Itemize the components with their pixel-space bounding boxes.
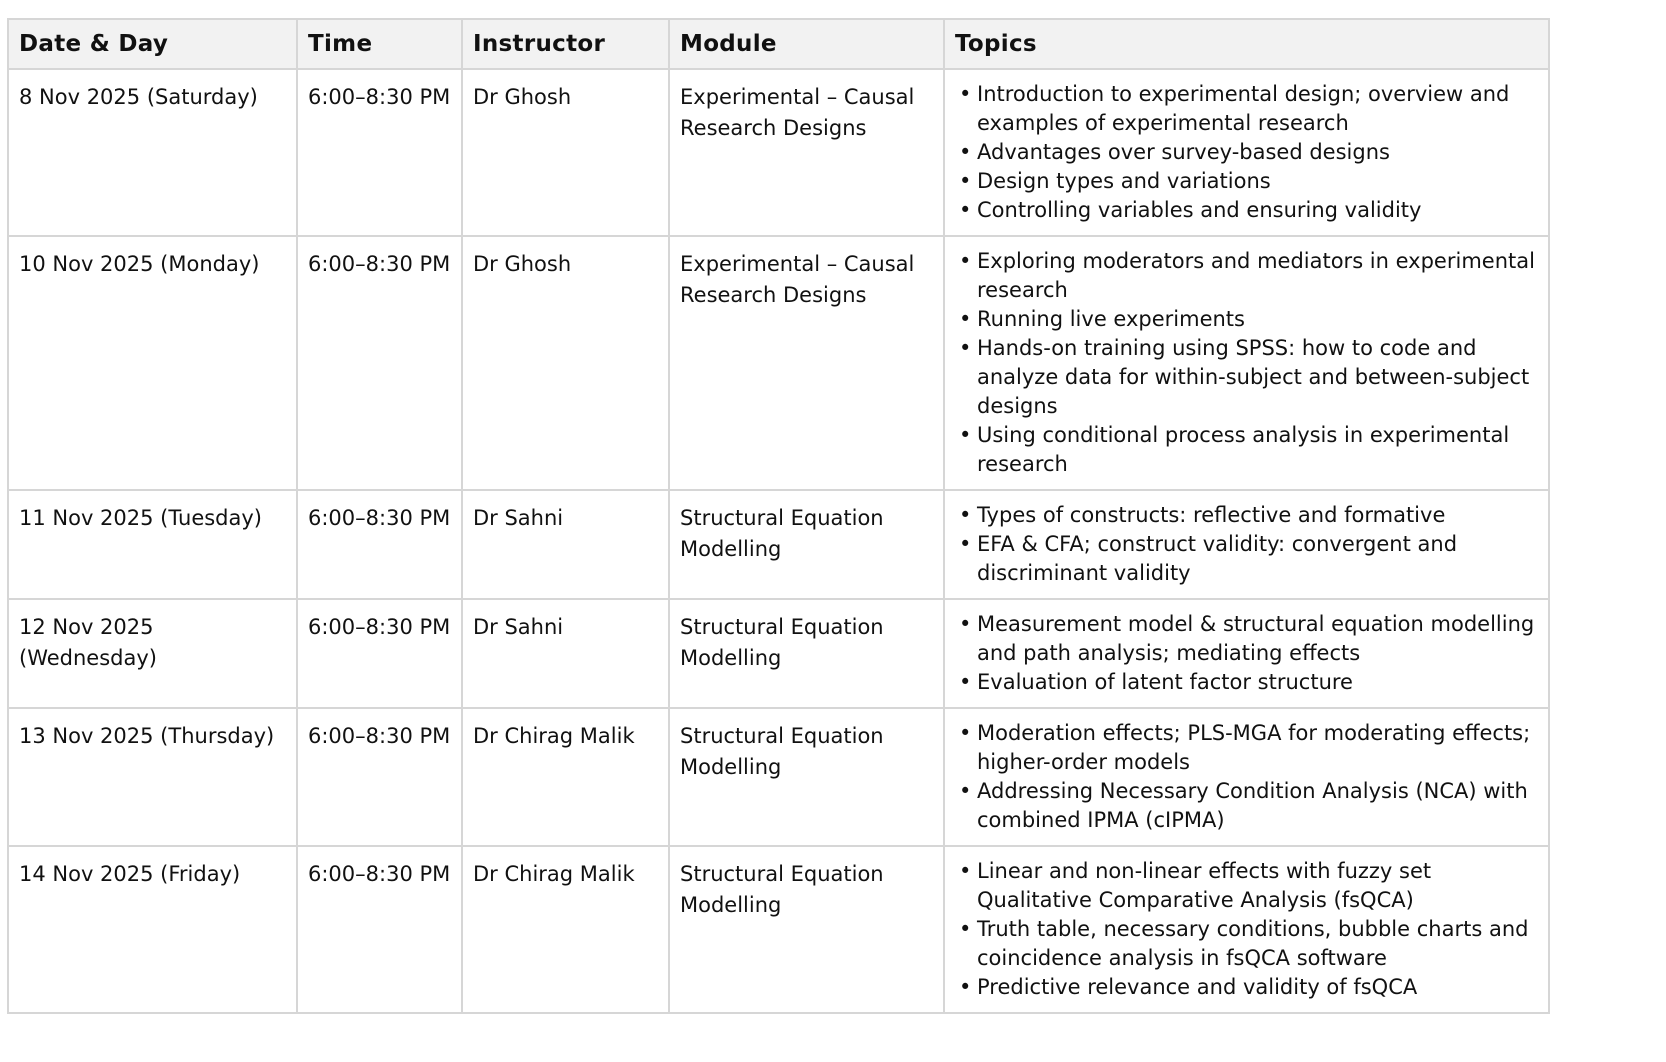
cell-topics xyxy=(944,846,1549,1013)
cell-instructor: Dr Ghosh xyxy=(462,236,669,490)
topic-item: • Introduction to experimental design; overview and examples of experimental research xyxy=(957,80,1548,138)
cell-date: 12 Nov 2025 (Wednesday) xyxy=(8,599,297,708)
cell-topics xyxy=(944,236,1549,490)
header-module: Module xyxy=(669,19,944,69)
cell-topics xyxy=(944,708,1549,846)
topic-item: • Using conditional process analysis in experimental research xyxy=(957,421,1548,479)
topics-list xyxy=(957,719,1548,835)
topic-item: • Hands-on training using SPSS: how to code and analyze data for within-subject and between-subject designs xyxy=(957,334,1548,421)
topic-item: • Design types and variations xyxy=(957,167,1548,196)
topic-item: • Running live experiments xyxy=(957,305,1548,334)
header-time: Time xyxy=(297,19,462,69)
cell-date: 14 Nov 2025 (Friday) xyxy=(8,846,297,1013)
topic-item: • Predictive relevance and validity of fsQCA xyxy=(957,973,1548,1002)
topic-item: • Types of constructs: reflective and formative xyxy=(957,501,1548,530)
cell-date: 13 Nov 2025 (Thursday) xyxy=(8,708,297,846)
table-row xyxy=(8,708,1549,846)
cell-time: 6:00–8:30 PM xyxy=(297,599,462,708)
topic-item: • Addressing Necessary Condition Analysis (NCA) with combined IPMA (cIPMA) xyxy=(957,777,1548,835)
table-row xyxy=(8,490,1549,599)
topics-list xyxy=(957,247,1548,479)
cell-instructor: Dr Ghosh xyxy=(462,69,669,236)
cell-instructor: Dr Chirag Malik xyxy=(462,708,669,846)
cell-module: Structural Equation Modelling xyxy=(669,708,944,846)
cell-date: 8 Nov 2025 (Saturday) xyxy=(8,69,297,236)
topic-item: • Evaluation of latent factor structure xyxy=(957,668,1548,697)
schedule-table xyxy=(7,18,1550,1014)
header-instructor: Instructor xyxy=(462,19,669,69)
topic-item: • Truth table, necessary conditions, bubble charts and coincidence analysis in fsQCA software xyxy=(957,915,1548,973)
cell-module: Experimental – Causal Research Designs xyxy=(669,69,944,236)
cell-topics xyxy=(944,490,1549,599)
cell-topics xyxy=(944,599,1549,708)
header-date: Date & Day xyxy=(8,19,297,69)
header-topics: Topics xyxy=(944,19,1549,69)
table-row xyxy=(8,236,1549,490)
topic-item: • Advantages over survey-based designs xyxy=(957,138,1548,167)
header-row xyxy=(8,19,1549,69)
cell-module: Structural Equation Modelling xyxy=(669,599,944,708)
cell-instructor: Dr Sahni xyxy=(462,599,669,708)
topic-item: • EFA & CFA; construct validity: convergent and discriminant validity xyxy=(957,530,1548,588)
cell-instructor: Dr Chirag Malik xyxy=(462,846,669,1013)
cell-instructor: Dr Sahni xyxy=(462,490,669,599)
cell-module: Structural Equation Modelling xyxy=(669,846,944,1013)
topic-item: • Controlling variables and ensuring validity xyxy=(957,196,1548,225)
table-row xyxy=(8,69,1549,236)
cell-date: 11 Nov 2025 (Tuesday) xyxy=(8,490,297,599)
topic-item: • Measurement model & structural equation modelling and path analysis; mediating effects xyxy=(957,610,1548,668)
cell-topics xyxy=(944,69,1549,236)
table-row xyxy=(8,599,1549,708)
topic-item: • Linear and non-linear effects with fuzzy set Qualitative Comparative Analysis (fsQCA) xyxy=(957,857,1548,915)
cell-time: 6:00–8:30 PM xyxy=(297,236,462,490)
topics-list xyxy=(957,501,1548,588)
cell-time: 6:00–8:30 PM xyxy=(297,708,462,846)
cell-module: Experimental – Causal Research Designs xyxy=(669,236,944,490)
cell-module: Structural Equation Modelling xyxy=(669,490,944,599)
cell-time: 6:00–8:30 PM xyxy=(297,490,462,599)
table-row xyxy=(8,846,1549,1013)
topics-list xyxy=(957,80,1548,225)
cell-time: 6:00–8:30 PM xyxy=(297,69,462,236)
cell-date: 10 Nov 2025 (Monday) xyxy=(8,236,297,490)
topic-item: • Exploring moderators and mediators in experimental research xyxy=(957,247,1548,305)
cell-time: 6:00–8:30 PM xyxy=(297,846,462,1013)
topic-item: • Moderation effects; PLS-MGA for moderating effects; higher-order models xyxy=(957,719,1548,777)
topics-list xyxy=(957,610,1548,697)
topics-list xyxy=(957,857,1548,1002)
